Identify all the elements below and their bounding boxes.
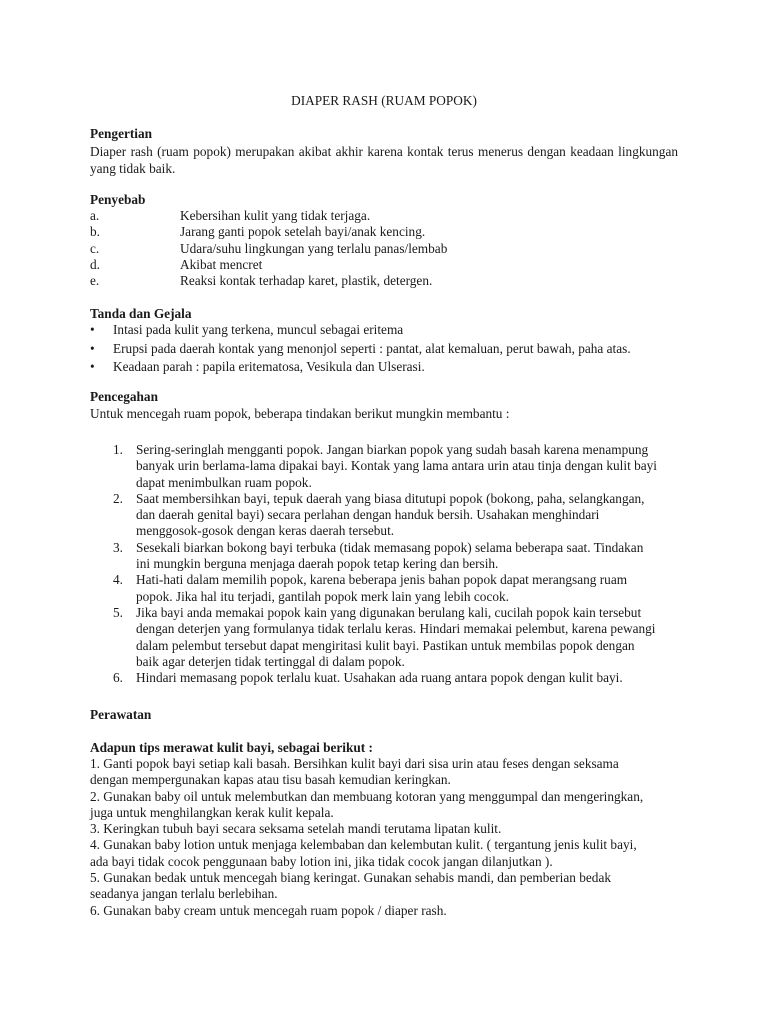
care-tip-line: 2. Gunakan baby oil untuk melembutkan dan membuang kotoran yang menggumpal dan mengeringkan, [90, 788, 644, 804]
care-tip-line: 5. Gunakan bedak untuk mencegah biang keringat. Gunakan sehabis mandi, dan pemberian bedak [90, 870, 611, 886]
prevention-line: Saat membersihkan bayi, tepuk daerah yang biasa ditutupi popok (bokong, paha, selangkangan, [136, 490, 645, 506]
prevention-line: baik agar deterjen tidak tertinggal di dalam popok. [136, 653, 405, 669]
prevention-line: dan daerah genital bayi) secara perlahan dengan handuk bersih. Usahakan menghindari [136, 507, 600, 523]
bullet-icon: • [90, 322, 95, 337]
symptom-item [90, 341, 678, 360]
cause-letter: e. [90, 273, 100, 289]
symptom-text: Keadaan parah : papila eritematosa, Vesikula dan Ulserasi. [113, 359, 425, 374]
cause-text: Jarang ganti popok setelah bayi/anak kencing. [180, 224, 426, 240]
cause-item [90, 273, 678, 289]
prevention-line: Hindari memasang popok terlalu kuat. Usahakan ada ruang antara popok dengan kulit bayi. [136, 670, 623, 686]
care-tip-line: 4. Gunakan baby lotion untuk menjaga kelembaban dan kelembutan kulit. ( tergantung jenis kulit bayi, [90, 837, 637, 853]
prevention-line: Sering-seringlah mengganti popok. Jangan biarkan popok yang sudah basah karena menampung [136, 442, 649, 457]
prevention-line: dengan deterjen yang formulanya tidak terlalu keras. Hindari memakai pelembut, karena pewangi [136, 621, 656, 637]
section-heading-pencegahan: Pencegahan [90, 389, 158, 404]
symptom-text: Erupsi pada daerah kontak yang menonjol seperti : pantat, alat kemaluan, perut bawah, paha atas. [113, 340, 631, 356]
cause-text: Udara/suhu lingkungan yang terlalu panas/lembab [180, 240, 448, 256]
cause-letter: c. [90, 240, 100, 256]
penyebab-list [90, 208, 678, 289]
cause-item [90, 241, 678, 257]
care-tip-line: juga untuk menghilangkan kerak kulit kepala. [90, 804, 334, 820]
prevention-line: Sesekali biarkan bokong bayi terbuka (tidak memasang popok) selama beberapa saat. Tindakan [136, 539, 644, 555]
prevention-item [90, 442, 678, 491]
prevention-line: dapat menimbulkan ruam popok. [136, 474, 312, 490]
prevention-item [90, 540, 678, 573]
cause-item [90, 224, 678, 240]
cause-text: Akibat mencret [180, 256, 263, 272]
prevention-number: 6. [113, 670, 123, 686]
cause-item [90, 208, 678, 224]
care-tip-line: ada bayi tidak cocok penggunaan baby lotion ini, jika tidak cocok jangan dilanjutkan ). [90, 853, 553, 869]
cause-letter: d. [90, 256, 100, 272]
prevention-list [90, 442, 678, 686]
symptom-item [90, 322, 678, 341]
prevention-item [90, 491, 678, 540]
cause-item [90, 257, 678, 273]
symptom-item [90, 359, 678, 378]
pengertian-paragraph: Diaper rash (ruam popok) merupakan akibat akhir karena kontak terus menerus dengan keadaan lingkungan yang tidak baik. [90, 144, 678, 176]
prevention-number: 4. [113, 572, 123, 588]
cause-letter: b. [90, 224, 100, 240]
cause-letter: a. [90, 208, 100, 223]
prevention-line: menggosok-gosok dengan keras daerah tersebut. [136, 523, 395, 539]
prevention-line: Jika bayi anda memakai popok kain yang digunakan berulang kali, cucilah popok kain tersebut [136, 604, 642, 620]
prevention-number: 3. [113, 539, 123, 555]
care-tip-line: 1. Ganti popok bayi setiap kali basah. Bersihkan kulit bayi dari sisa urin atau feses dengan seksama [90, 756, 619, 771]
prevention-number: 5. [113, 604, 123, 620]
prevention-number: 1. [113, 442, 123, 457]
section-heading-pengertian: Pengertian [90, 126, 153, 141]
care-tip-line: 3. Keringkan tubuh bayi secara seksama setelah mandi terutama lipatan kulit. [90, 821, 502, 837]
cause-text: Reaksi kontak terhadap karet, plastik, detergen. [180, 273, 433, 289]
symptom-text: Intasi pada kulit yang terkena, muncul sebagai eritema [113, 322, 404, 337]
care-tip-line: dengan mempergunakan kapas atau tisu basah kemudian keringkan. [90, 772, 451, 788]
care-tip-line: 6. Gunakan baby cream untuk mencegah ruam popok / diaper rash. [90, 902, 447, 918]
section-heading-tanda-gejala: Tanda dan Gejala [90, 306, 192, 321]
care-tip-line: seadanya jangan terlalu berlebihan. [90, 886, 278, 902]
prevention-number: 2. [113, 490, 123, 506]
cause-text: Kebersihan kulit yang tidak terjaga. [180, 208, 371, 223]
bullet-icon: • [90, 340, 95, 356]
bullet-icon: • [90, 359, 95, 374]
prevention-line: dalam pelembut tersebut dapat mengiritasi kulit bayi. Pastikan untuk membilas popok dengan [136, 637, 635, 653]
prevention-line: banyak urin berlama-lama dipakai bayi. Kontak yang lama antara urin atau tinja dengan kulit bayi [136, 458, 657, 474]
prevention-line: popok. Jika hal itu terjadi, gantilah popok merk lain yang lebih cocok. [136, 588, 509, 604]
care-tips [90, 756, 678, 919]
document-title: DIAPER RASH (RUAM POPOK) [291, 93, 477, 108]
prevention-item [90, 605, 678, 670]
section-heading-perawatan: Perawatan [90, 707, 152, 722]
symptom-list [90, 322, 678, 378]
perawatan-subheading: Adapun tips merawat kulit bayi, sebagai berikut : [90, 740, 373, 755]
prevention-item [90, 572, 678, 605]
pencegahan-intro: Untuk mencegah ruam popok, beberapa tindakan berikut mungkin membantu : [90, 406, 510, 421]
prevention-item [90, 670, 678, 686]
prevention-line: ini mungkin berguna menjaga daerah popok tetap kering dan bersih. [136, 556, 499, 572]
section-heading-penyebab: Penyebab [90, 192, 146, 207]
prevention-line: Hati-hati dalam memilih popok, karena beberapa jenis bahan popok dapat merangsang ruam [136, 572, 628, 588]
